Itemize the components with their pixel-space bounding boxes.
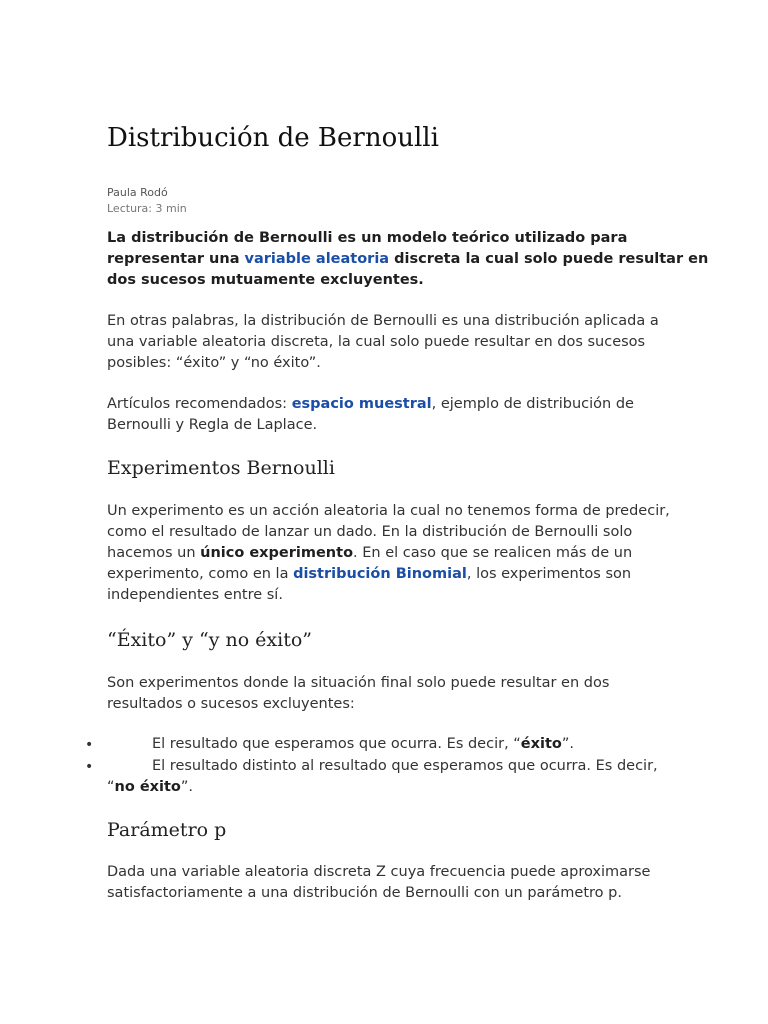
list-text: ”. [561, 736, 574, 752]
paragraph-line: una variable aleatoria discreta, la cual solo puede resultar en dos sucesos [107, 334, 646, 350]
list-item-exito [152, 734, 574, 755]
intro-text: representar una [107, 251, 245, 267]
paragraph-line: satisfactoriamente a una distribución de Bernoulli con un parámetro p. [107, 885, 622, 901]
bold-text: no éxito [114, 779, 181, 795]
paragraph-experimento [107, 501, 670, 606]
bold-text: éxito [520, 736, 562, 752]
author-name: Paula Rodó [107, 186, 168, 199]
intro-line-1: La distribución de Bernoulli es un modelo teórico utilizado para [107, 230, 628, 246]
paragraph-line: posibles: “éxito” y “no éxito”. [107, 355, 321, 371]
list-text: “ [107, 779, 115, 795]
intro-paragraph [107, 228, 709, 291]
heading-parametro-p: Parámetro p [107, 819, 227, 841]
intro-line-3: dos sucesos mutuamente excluyentes. [107, 272, 424, 288]
list-item-no-exito-line-2 [107, 777, 193, 798]
paragraph-text: Artículos recomendados: [107, 396, 292, 412]
reading-time: Lectura: 3 min [107, 202, 187, 215]
bold-text: único experimento [200, 545, 354, 561]
paragraph-line: resultados o sucesos excluyentes: [107, 696, 355, 712]
paragraph-otras-palabras [107, 311, 667, 374]
paragraph-line: Son experimentos donde la situación final solo puede resultar en dos [107, 675, 610, 691]
paragraph-line [107, 564, 667, 585]
paragraph-text: experimento, como en la [107, 566, 294, 582]
paragraph-line: Un experimento es un acción aleatoria la cual no tenemos forma de predecir, [107, 503, 670, 519]
paragraph-line: En otras palabras, la distribución de Bernoulli es una distribución aplicada a [107, 313, 659, 329]
list-bullet: • [85, 737, 94, 753]
paragraph-line: Dada una variable aleatoria discreta Z cuya frecuencia puede aproximarse [107, 864, 651, 880]
link-espacio-muestral[interactable]: espacio muestral [291, 396, 432, 412]
list-item-no-exito-line-1: El resultado distinto al resultado que esperamos que ocurra. Es decir, [152, 758, 658, 774]
paragraph-son-experimentos [107, 673, 667, 715]
paragraph-recomendados [107, 394, 667, 436]
heading-experimentos-bernoulli: Experimentos Bernoulli [107, 457, 335, 479]
list-text: El resultado que esperamos que ocurra. Es decir, “ [152, 736, 521, 752]
paragraph-text: , los experimentos son [466, 566, 632, 582]
list-bullet: • [85, 759, 94, 775]
heading-exito-no-exito: “Éxito” y “y no éxito” [107, 629, 313, 651]
paragraph-text: hacemos un [107, 545, 201, 561]
paragraph-line [107, 394, 667, 415]
paragraph-line: Bernoulli y Regla de Laplace. [107, 417, 318, 433]
paragraph-text: , ejemplo de distribución de [431, 396, 634, 412]
paragraph-parametro [107, 862, 667, 904]
link-variable-aleatoria[interactable]: variable aleatoria [244, 251, 390, 267]
paragraph-text: . En el caso que se realicen más de un [353, 545, 633, 561]
intro-text: discreta la cual solo puede resultar en [389, 251, 709, 267]
paragraph-line: como el resultado de lanzar un dado. En la distribución de Bernoulli solo [107, 524, 633, 540]
intro-line-2 [107, 249, 709, 270]
paragraph-line [107, 543, 667, 564]
paragraph-line: independientes entre sí. [107, 587, 283, 603]
page-title: Distribución de Bernoulli [107, 123, 439, 153]
link-distribucion-binomial[interactable]: distribución Binomial [293, 566, 467, 582]
list-text: ”. [180, 779, 194, 795]
